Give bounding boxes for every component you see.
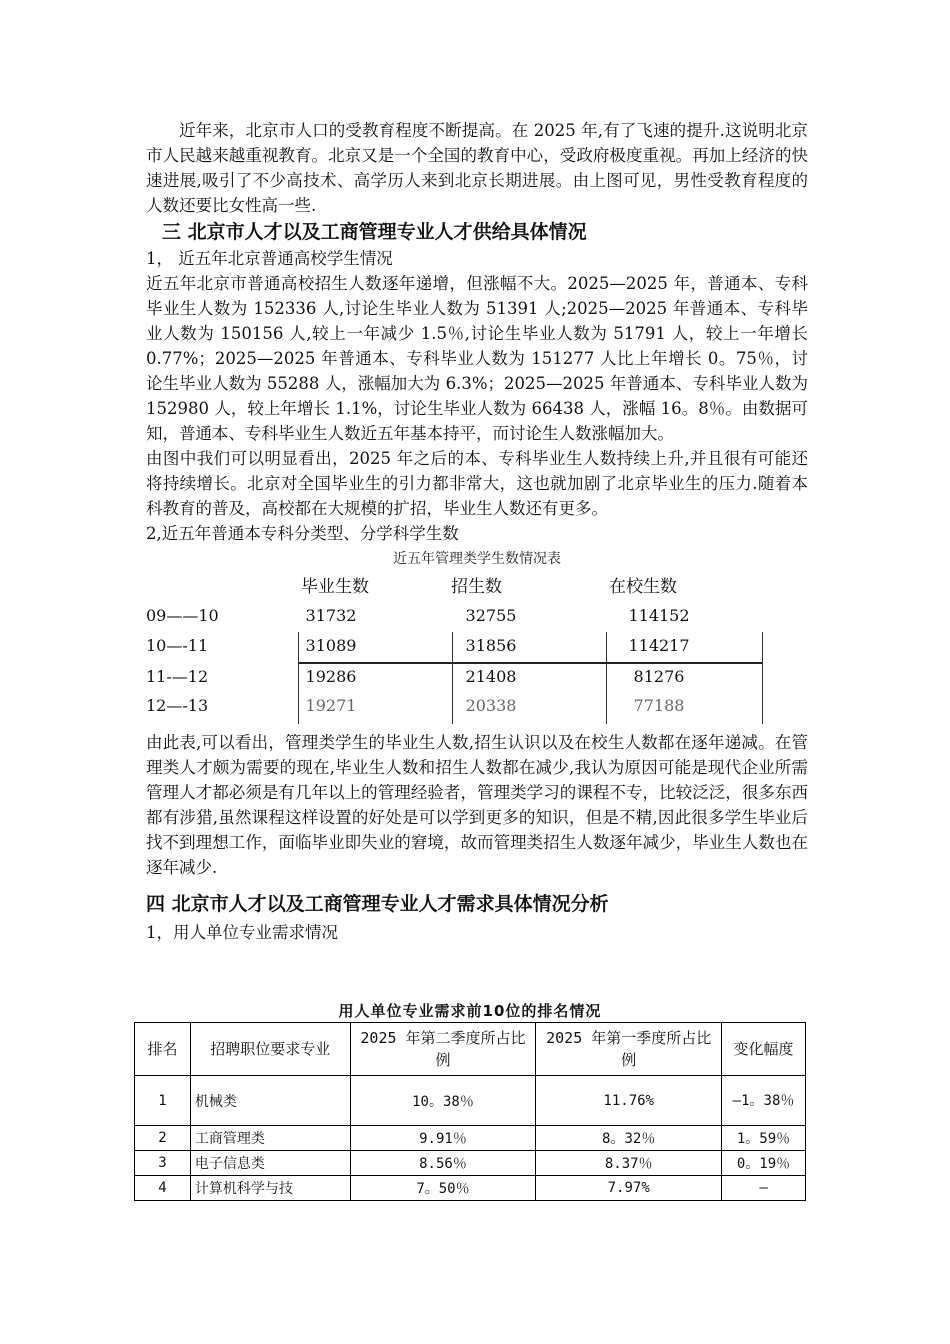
table1-header-graduates: 毕业生数	[301, 577, 369, 597]
section3-title: 三 北京市人才以及工商管理专业人才供给具体情况	[162, 221, 587, 243]
header-q1-share: 2025 年第一季度所占比例	[536, 1023, 722, 1076]
table1-vertical-rule	[452, 632, 453, 724]
section3-subheading-2: 2,近五年普通本专科分类型、分学科学生数	[146, 524, 459, 543]
table1-header-enrolled: 在校生数	[609, 577, 677, 597]
cell-major: 电子信息类	[190, 1151, 350, 1176]
table1-vertical-rule	[298, 632, 299, 724]
cell-graduates: 19271	[305, 696, 357, 715]
cell-rank: 4	[135, 1176, 191, 1201]
cell-change: 1。59％	[722, 1126, 806, 1151]
table1-vertical-rule	[606, 632, 607, 724]
cell-q2: 7。50％	[350, 1176, 536, 1201]
cell-q1: 8。32％	[536, 1126, 722, 1151]
management-students-table	[146, 572, 808, 742]
cell-change: —	[722, 1176, 806, 1201]
header-q2-share: 2025 年第二季度所占比例	[350, 1023, 536, 1076]
table-row	[135, 1176, 806, 1201]
cell-change: —1。38％	[722, 1076, 806, 1126]
table1-header-enrollment: 招生数	[451, 577, 502, 597]
table1-vertical-rule	[762, 632, 763, 724]
table-row	[135, 1126, 806, 1151]
cell-major: 机械类	[190, 1076, 350, 1126]
section3-subheading-1: 1， 近五年北京普通高校学生情况	[146, 249, 393, 268]
cell-q1: 7.97%	[536, 1176, 722, 1201]
header-rank: 排名	[135, 1023, 191, 1076]
cell-q1: 8.37％	[536, 1151, 722, 1176]
cell-q1: 11.76%	[536, 1076, 722, 1126]
cell-q2: 9.91％	[350, 1126, 536, 1151]
section4-title: 四 北京市人才以及工商管理专业人才需求具体情况分析	[146, 893, 609, 915]
major-demand-ranking-table	[134, 1022, 806, 1201]
row-label: 09——10	[146, 606, 219, 625]
table-row	[146, 663, 808, 693]
cell-enrollment: 21408	[465, 667, 517, 686]
cell-enrolled: 114152	[628, 606, 690, 625]
section4-subheading-1: 1，用人单位专业需求情况	[146, 923, 338, 942]
table1-caption: 近五年管理类学生数情况表	[393, 551, 561, 567]
cell-graduates: 19286	[305, 667, 357, 686]
header-major: 招聘职位要求专业	[190, 1023, 350, 1076]
cell-rank: 2	[135, 1126, 191, 1151]
cell-enrollment: 32755	[465, 606, 517, 625]
table-row	[146, 602, 808, 632]
header-change: 变化幅度	[722, 1023, 806, 1076]
table-row	[135, 1151, 806, 1176]
table2-caption: 用人单位专业需求前10位的排名情况	[338, 1002, 602, 1020]
cell-rank: 1	[135, 1076, 191, 1126]
cell-major: 计算机科学与技	[190, 1176, 350, 1201]
cell-enrolled: 81276	[633, 667, 685, 686]
cell-q2: 8.56％	[350, 1151, 536, 1176]
section3-paragraph-3: 由此表,可以看出，管理类学生的毕业生人数,招生认识以及在校生人数都在逐年递减。在管理类人才颇为需要的现在,毕业生人数和招生人数都在减少,我认为原因可能是现代企业所需管理人才都必须是有几年以上的管理经验者，管理类学习的课程不专，比较泛泛，很多东西都有涉猎,虽然课程这样设置的好处是可以学到更多的知识，但是不精,因此很多学生毕业后找不到理想工作，面临毕业即失业的窘境，故而管理类招生人数逐年减少，毕业生人数也在逐年减少.	[146, 733, 808, 877]
section3-paragraph-2: 由图中我们可以明显看出，2025 年之后的本、专科毕业生人数持续上升,并且很有可能还将持续增长。北京对全国毕业生的引力都非常大，这也就加剧了北京毕业生的压力.随着本科教育的普及，高校都在大规模的扩招，毕业生人数还有更多。	[146, 449, 808, 518]
intro-paragraph: 近年来，北京市人口的受教育程度不断提高。在 2025 年,有了飞速的提升.这说明北京市人民越来越重视教育。北京又是一个全国的教育中心，受政府极度重视。再加上经济的快速进展,吸引了不少高技术、高学历人来到北京长期进展。由上图可见，男性受教育程度的人数还要比女性高一些.	[146, 121, 808, 215]
document-page	[146, 118, 808, 945]
cell-enrollment: 31856	[465, 636, 517, 655]
cell-enrollment: 20338	[465, 696, 517, 715]
table-row	[146, 692, 808, 722]
table1-horizontal-rule	[298, 662, 762, 664]
cell-q2: 10。38％	[350, 1076, 536, 1126]
cell-enrolled: 114217	[628, 636, 690, 655]
table-row	[135, 1076, 806, 1126]
table-row	[146, 632, 808, 662]
cell-change: 0。19％	[722, 1151, 806, 1176]
cell-major: 工商管理类	[190, 1126, 350, 1151]
row-label: 11-—12	[146, 667, 209, 686]
cell-rank: 3	[135, 1151, 191, 1176]
cell-graduates: 31089	[305, 636, 357, 655]
row-label: 12—-13	[146, 696, 209, 715]
row-label: 10—-11	[146, 636, 209, 655]
cell-graduates: 31732	[305, 606, 357, 625]
section3-paragraph-1: 近五年北京市普通高校招生人数逐年递增，但涨幅不大。2025—2025 年，普通本、专科毕业生人数为 152336 人,讨论生毕业人数为 51391 人;2025—2025 年普通本、专科毕业人数为 150156 人,较上一年减少 1.5％,讨论生毕业人数为 51791 人，较上一年增长 0.77%；2025—2025 年普通本、专科毕业人数为 151277 人比上年增长 0。75％，讨论生毕业人数为 55288 人，涨幅加大为 6.3%；2025—2025 年普通本、专科毕业人数为 152980 人，较上年增长 1.1%，讨论生毕业人数为 66438 人，涨幅 16。8％。由数据可知，普通本、专科毕业生人数近五年基本持平，而讨论生人数涨幅加大。	[146, 274, 808, 443]
cell-enrolled: 77188	[633, 696, 685, 715]
table-header-row	[135, 1023, 806, 1076]
